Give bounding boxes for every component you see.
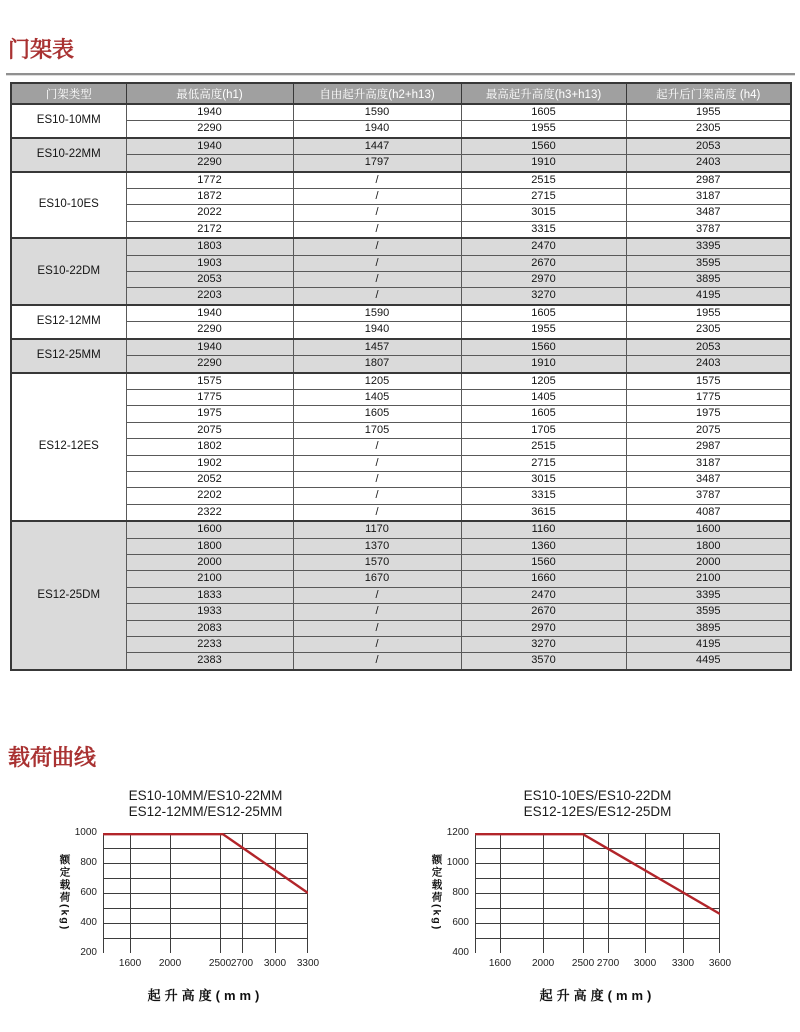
table-cell: 1940 [293,322,461,339]
table-cell: 2233 [126,637,293,653]
table-row [11,205,791,221]
table-cell: 1370 [293,538,461,554]
table-cell: / [293,488,461,504]
table-cell: 1902 [126,455,293,471]
y-tick-label: 800 [80,857,97,868]
table-cell: 1560 [461,138,626,155]
table-cell: 1775 [626,389,791,405]
y-tick-label: 800 [452,887,469,898]
table-cell: 2515 [461,439,626,455]
mast-type-cell: ES10-22MM [11,138,126,172]
table-row [11,238,791,255]
table-cell: / [293,272,461,288]
column-header: 自由起升高度(h2+h13) [293,83,461,104]
table-cell: / [293,471,461,487]
table-cell: 3187 [626,455,791,471]
y-tick-label: 600 [452,917,469,928]
table-row [11,439,791,455]
table-row [11,288,791,305]
table-cell: 1903 [126,255,293,271]
table-cell: 3487 [626,205,791,221]
table-row [11,406,791,422]
table-cell: 2075 [626,422,791,438]
table-cell: / [293,255,461,271]
table-cell: 3270 [461,288,626,305]
x-tick-label: 3000 [263,958,287,969]
table-row [11,620,791,636]
column-header: 起升后门架高度 (h4) [626,83,791,104]
table-cell: 3015 [461,205,626,221]
table-row [11,104,791,121]
table-cell: 3395 [626,238,791,255]
table-cell: 1705 [293,422,461,438]
table-cell: 2987 [626,439,791,455]
table-cell: / [293,288,461,305]
table-cell: 2305 [626,121,791,138]
table-cell: / [293,238,461,255]
table-cell: 2290 [126,155,293,172]
column-header: 最高起升高度(h3+h13) [461,83,626,104]
table-row [11,389,791,405]
table-cell: 1605 [461,406,626,422]
table-cell: 2305 [626,322,791,339]
table-cell: 1975 [626,406,791,422]
mast-spec-table [10,82,792,671]
table-cell: 1560 [461,339,626,356]
table-cell: 2670 [461,604,626,620]
table-cell: 2470 [461,238,626,255]
table-cell: 1975 [126,406,293,422]
table-row [11,305,791,322]
table-row [11,339,791,356]
table-cell: 1803 [126,238,293,255]
table-cell: 1405 [461,389,626,405]
table-cell: 1940 [126,305,293,322]
mast-type-cell: ES12-25DM [11,521,126,670]
table-cell: / [293,172,461,189]
table-cell: 2987 [626,172,791,189]
table-cell: 1775 [126,389,293,405]
table-cell: 2075 [126,422,293,438]
table-cell: 1360 [461,538,626,554]
table-cell: 1940 [126,104,293,121]
table-cell: 3595 [626,604,791,620]
y-tick-label: 600 [80,887,97,898]
table-cell: 1955 [461,121,626,138]
y-tick-label: 1000 [446,857,469,868]
table-cell: 2715 [461,189,626,205]
table-cell: 1575 [626,373,791,390]
table-row [11,471,791,487]
table-row [11,455,791,471]
table-cell: 1447 [293,138,461,155]
table-cell: 2670 [461,255,626,271]
table-cell: 1160 [461,521,626,538]
table-row [11,172,791,189]
table-cell: / [293,189,461,205]
table-cell: 1670 [293,571,461,587]
mast-type-cell: ES12-25MM [11,339,126,373]
table-cell: 1660 [461,571,626,587]
y-tick-label: 400 [80,917,97,928]
chart-title-line: ES10-10ES/ES10-22DM [523,788,672,803]
table-cell: 2715 [461,455,626,471]
table-row [11,653,791,670]
table-header-row [11,83,791,104]
table-cell: 2203 [126,288,293,305]
table-cell: 1940 [126,339,293,356]
x-tick-label: 3000 [633,958,657,969]
table-row [11,255,791,271]
column-header: 最低高度(h1) [126,83,293,104]
table-cell: 2100 [626,571,791,587]
table-cell: 1802 [126,439,293,455]
y-tick-label: 1200 [446,827,469,838]
table-cell: 1605 [461,104,626,121]
table-cell: 1910 [461,356,626,373]
chart-title [475,788,720,820]
x-tick-label: 1600 [488,958,512,969]
table-cell: 3595 [626,255,791,271]
table-row [11,272,791,288]
table-cell: / [293,653,461,670]
load-curve-chart-mm-models [40,786,370,1026]
table-cell: 3895 [626,620,791,636]
y-tick-label: 200 [80,947,97,958]
table-row [11,189,791,205]
x-tick-label: 3300 [671,958,695,969]
x-tick-label: 2000 [158,958,182,969]
table-cell: 2000 [126,554,293,570]
table-row [11,356,791,373]
table-cell: 2052 [126,471,293,487]
y-axis-label: 额定载荷(kg) [430,854,443,932]
table-cell: / [293,439,461,455]
table-row [11,587,791,603]
table-cell: 1955 [461,322,626,339]
table-cell: / [293,587,461,603]
x-tick-label: 1600 [118,958,142,969]
table-cell: 2053 [626,138,791,155]
chart-plot-area [103,833,308,953]
y-tick-label: 400 [452,947,469,958]
table-cell: 1955 [626,305,791,322]
table-row [11,221,791,238]
table-cell: 2970 [461,620,626,636]
table-row [11,422,791,438]
table-cell: / [293,637,461,653]
table-cell: 3395 [626,587,791,603]
table-cell: 2470 [461,587,626,603]
table-cell: 1940 [126,138,293,155]
table-cell: 4495 [626,653,791,670]
table-cell: 1833 [126,587,293,603]
table-cell: 1405 [293,389,461,405]
x-tick-label: 2500 [571,958,595,969]
table-cell: 2970 [461,272,626,288]
table-cell: 1705 [461,422,626,438]
table-cell: / [293,504,461,521]
table-cell: 1605 [461,305,626,322]
title-divider [6,73,795,76]
x-tick-label: 3600 [708,958,732,969]
table-cell: 1910 [461,155,626,172]
table-cell: 1560 [461,554,626,570]
table-cell: 1590 [293,104,461,121]
table-cell: 3015 [461,471,626,487]
table-cell: 2290 [126,356,293,373]
table-cell: 3187 [626,189,791,205]
chart-title-line: ES10-10MM/ES10-22MM [128,788,283,803]
table-cell: 2290 [126,121,293,138]
x-tick-label: 2700 [596,958,620,969]
page-title-mast-table: 门架表 [8,37,75,62]
table-row [11,121,791,138]
table-cell: 2322 [126,504,293,521]
table-cell: 4087 [626,504,791,521]
table-cell: 4195 [626,637,791,653]
column-header: 门架类型 [11,83,126,104]
table-cell: 3787 [626,221,791,238]
table-cell: 3315 [461,221,626,238]
table-cell: 2403 [626,356,791,373]
table-row [11,521,791,538]
table-row [11,155,791,172]
table-cell: / [293,620,461,636]
table-cell: 1575 [126,373,293,390]
chart-title-line: ES12-12ES/ES12-25DM [523,804,672,819]
table-cell: 1800 [126,538,293,554]
mast-type-cell: ES12-12MM [11,305,126,339]
x-axis-label: 起升高度(mm) [147,988,264,1003]
table-cell: 1170 [293,521,461,538]
table-row [11,373,791,390]
table-cell: 1955 [626,104,791,121]
table-cell: 1940 [293,121,461,138]
load-curve-chart-es-dm-models [420,786,780,1026]
table-cell: 3787 [626,488,791,504]
table-cell: 2290 [126,322,293,339]
x-tick-label: 2700 [230,958,254,969]
chart-title [103,788,308,820]
table-cell: 2515 [461,172,626,189]
x-tick-label: 3300 [296,958,320,969]
table-cell: 2383 [126,653,293,670]
table-row [11,488,791,504]
table-cell: 2022 [126,205,293,221]
page-title-load-curves: 载荷曲线 [8,745,97,770]
table-cell: 1590 [293,305,461,322]
table-cell: 2000 [626,554,791,570]
table-row [11,604,791,620]
x-axis-label: 起升高度(mm) [539,988,656,1003]
table-cell: 1600 [126,521,293,538]
table-cell: 1807 [293,356,461,373]
table-cell: / [293,604,461,620]
table-cell: 3315 [461,488,626,504]
mast-type-cell: ES12-12ES [11,373,126,522]
table-row [11,138,791,155]
table-cell: 2403 [626,155,791,172]
table-row [11,637,791,653]
table-cell: 1600 [626,521,791,538]
table-row [11,322,791,339]
table-cell: 1605 [293,406,461,422]
mast-type-cell: ES10-10MM [11,104,126,138]
table-cell: 1570 [293,554,461,570]
table-cell: 1457 [293,339,461,356]
y-axis-label: 额定载荷(kg) [58,854,71,932]
table-row [11,554,791,570]
table-cell: 1205 [293,373,461,390]
table-cell: 1772 [126,172,293,189]
table-cell: 1205 [461,373,626,390]
x-tick-label: 2500 [208,958,232,969]
mast-type-cell: ES10-10ES [11,172,126,239]
table-cell: 4195 [626,288,791,305]
chart-title-line: ES12-12MM/ES12-25MM [128,804,283,819]
chart-plot-area [475,833,720,953]
table-cell: 2083 [126,620,293,636]
table-cell: / [293,205,461,221]
table-row [11,504,791,521]
table-cell: 1872 [126,189,293,205]
table-cell: 2172 [126,221,293,238]
table-cell: 2053 [626,339,791,356]
table-cell: 2053 [126,272,293,288]
y-tick-label: 1000 [74,827,97,838]
table-cell: 3487 [626,471,791,487]
table-cell: 1933 [126,604,293,620]
table-cell: 3895 [626,272,791,288]
x-tick-label: 2000 [531,958,555,969]
table-cell: 3615 [461,504,626,521]
table-cell: / [293,221,461,238]
table-cell: 1797 [293,155,461,172]
table-cell: / [293,455,461,471]
table-row [11,571,791,587]
table-cell: 3270 [461,637,626,653]
table-cell: 3570 [461,653,626,670]
table-cell: 1800 [626,538,791,554]
table-cell: 2100 [126,571,293,587]
table-row [11,538,791,554]
table-cell: 2202 [126,488,293,504]
mast-type-cell: ES10-22DM [11,238,126,305]
